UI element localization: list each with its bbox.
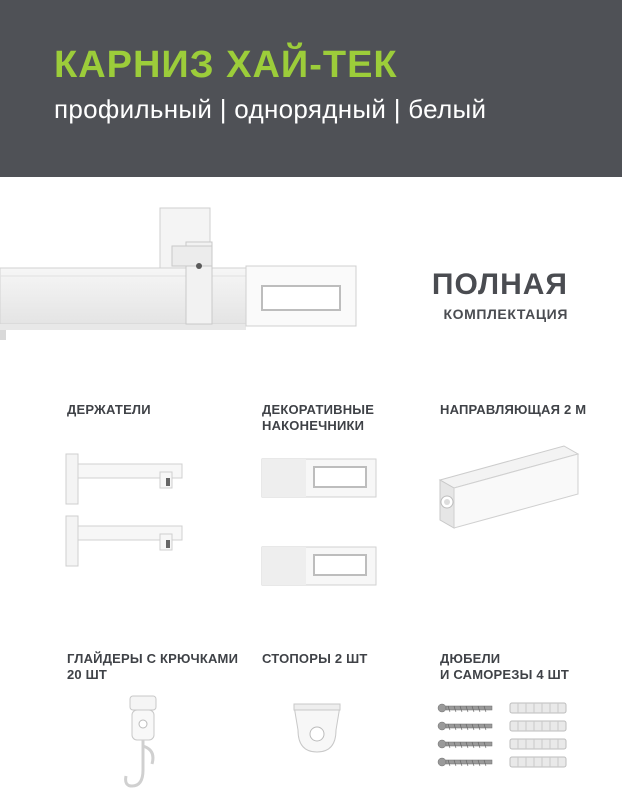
holders-label [67,402,151,418]
end-caps-image [260,455,380,590]
header-banner [0,0,622,177]
product-subtitle: профильный | однорядный | белый [54,94,487,124]
rail-label-text: НАПРАВЛЯЮЩАЯ 2 М [440,402,587,417]
stoppers-image [290,700,344,760]
gliders-label-line1: ГЛАЙДЕРЫ С КРЮЧКАМИ [67,651,239,666]
rail-label [440,402,586,418]
holders-image [60,450,190,585]
dowels-label [440,651,569,683]
product-title: КАРНИЗ ХАЙ-ТЕК [54,44,398,86]
full-kit-heading [432,270,568,322]
holders-label-text: ДЕРЖАТЕЛИ [67,402,151,417]
end-caps-label-line1: ДЕКОРАТИВНЫЕ [262,402,375,417]
full-kit-subtitle: КОМПЛЕКТАЦИЯ [443,306,568,322]
end-caps-label-line2: НАКОНЕЧНИКИ [262,418,365,433]
full-kit-title: ПОЛНАЯ [431,268,568,301]
gliders-image [118,690,168,800]
gliders-label [67,651,238,683]
end-caps-label [262,402,374,434]
stoppers-label-text: СТОПОРЫ 2 ШТ [262,651,368,666]
dowels-label-line2: И САМОРЕЗЫ 4 ШТ [440,667,570,682]
gliders-label-line2: 20 ШТ [67,667,108,682]
dowels-label-line1: ДЮБЕЛИ [440,651,501,666]
cornice-hero-image [0,200,380,350]
rail-image [436,440,586,540]
stoppers-label [262,651,368,667]
dowels-and-screws-image [430,698,580,778]
